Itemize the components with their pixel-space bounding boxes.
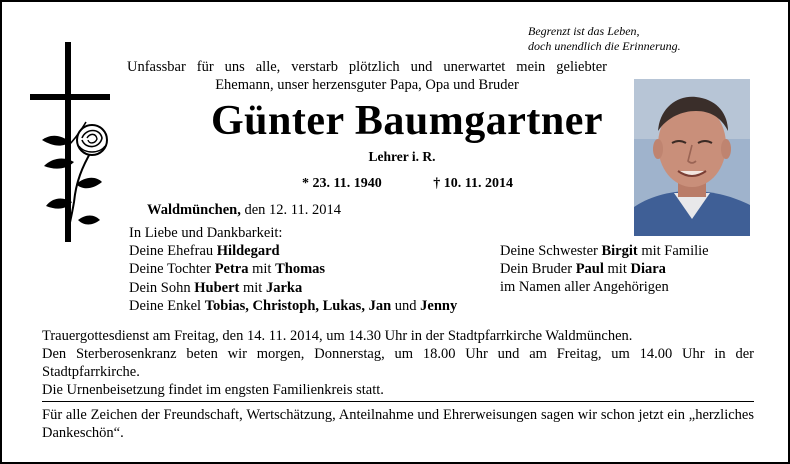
mourners-right (500, 242, 760, 297)
motto-line-2: doch unendlich die Erinnerung. (528, 39, 681, 53)
mourner-connector: mit (239, 279, 266, 296)
divider-line (42, 401, 754, 402)
death-date: † 10. 11. 2014 (433, 176, 513, 191)
mourner-connector: mit (603, 261, 631, 278)
mourner-name: Paul (575, 261, 604, 278)
motto (528, 24, 748, 54)
rosary-text: Den Sterberosenkranz beten wir morgen, Donnerstag, um 18.00 Uhr und am Freitag, um 14.00 Uhr in der Stadtpfarrkirche. (42, 346, 754, 380)
place-and-date (147, 202, 341, 219)
mourner-connector: und (391, 297, 421, 314)
mourner-line (500, 260, 760, 278)
mourner-text: In Liebe und Dankbarkeit: (129, 225, 283, 241)
mourner-relation: Dein Sohn (129, 279, 195, 296)
notice-date: den 12. 11. 2014 (244, 202, 342, 218)
deceased-name: Günter Baumgartner (210, 98, 604, 144)
mourner-line (129, 260, 479, 278)
mourner-name: Hildegard (216, 243, 280, 260)
deceased-profession: Lehrer i. R. (368, 149, 436, 164)
mourner-connector: mit (248, 261, 276, 278)
mourner-text: im Namen aller Angehörigen (500, 279, 669, 296)
mourner-relation: Deine Enkel (129, 297, 205, 314)
mourner-relation: Dein Bruder (500, 261, 576, 278)
urn-burial-text: Die Urnenbeisetzung findet im engsten Familienkreis statt. (42, 382, 384, 398)
mourner-partner-name: Thomas (275, 261, 326, 278)
mourner-line (129, 279, 479, 297)
place: Waldmünchen, (147, 202, 241, 218)
mourner-partner-name: Jenny (420, 297, 458, 314)
intro-line-1: Unfassbar für uns alle, verstarb plötzlich und unerwartet mein geliebter (127, 59, 607, 75)
intro-line-2: Ehemann, unser herzensguter Papa, Opa und Bruder (215, 77, 519, 93)
intro-text (127, 58, 607, 94)
portrait-photo (634, 79, 750, 236)
cross-with-rose-icon (30, 42, 120, 242)
mourner-line (129, 224, 479, 242)
mourner-line (129, 242, 479, 260)
mourner-name: Hubert (194, 279, 240, 296)
mourner-name: Tobias, Christoph, Lukas, Jan (204, 297, 392, 314)
mourner-line (500, 278, 760, 296)
mourner-name: Birgit (601, 243, 638, 259)
mourner-partner-name: Jarka (265, 279, 303, 296)
motto-line-1: Begrenzt ist das Leben, (528, 24, 640, 38)
funeral-mass-text: Trauergottesdienst am Freitag, den 14. 11. 2014, um 14.30 Uhr in der Stadtpfarrkirche Waldmünchen. (42, 328, 633, 344)
thanks-text: Für alle Zeichen der Freundschaft, Wertschätzung, Anteilnahme und Ehrerweisungen sagen wir schon jetzt ein „herzliches Dankeschön“. (42, 407, 754, 441)
mourner-name: Petra (214, 261, 249, 278)
mourner-partner-name: Diara (630, 261, 666, 278)
mourner-line (129, 297, 479, 315)
mourner-relation: Deine Ehefrau (129, 243, 217, 260)
mourner-relation: Deine Tochter (129, 261, 215, 278)
mourner-line (500, 242, 760, 260)
service-information (42, 327, 754, 399)
mourner-suffix: mit Familie (637, 243, 709, 259)
mourner-relation: Deine Schwester (500, 243, 602, 259)
mourners-left (129, 224, 479, 315)
life-dates (302, 176, 602, 192)
birth-date: * 23. 11. 1940 (302, 176, 382, 191)
